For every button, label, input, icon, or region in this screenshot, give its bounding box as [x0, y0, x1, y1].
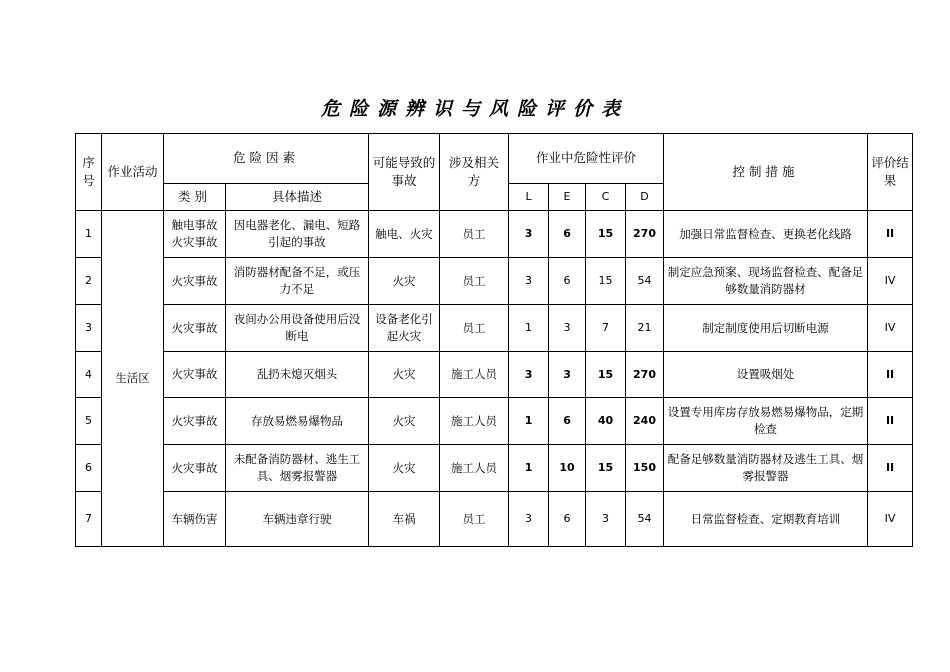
cell-seq: 1 — [76, 211, 102, 258]
cell-c: 3 — [586, 492, 626, 547]
header-hazard: 危险因素 — [164, 134, 369, 184]
cell-c: 7 — [586, 305, 626, 352]
cell-control: 制定制度使用后切断电源 — [664, 305, 868, 352]
header-result: 评价结果 — [868, 134, 913, 211]
cell-seq: 2 — [76, 258, 102, 305]
cell-description: 未配备消防器材、逃生工具、烟雾报警器 — [226, 445, 369, 492]
cell-accident: 火灾 — [369, 398, 440, 445]
cell-control: 日常监督检查、定期教育培训 — [664, 492, 868, 547]
cell-category: 火灾事故 — [164, 258, 226, 305]
cell-d: 270 — [626, 211, 664, 258]
cell-seq: 4 — [76, 352, 102, 398]
cell-e: 10 — [549, 445, 586, 492]
header-e: E — [549, 184, 586, 211]
cell-party: 施工人员 — [440, 352, 509, 398]
cell-description: 车辆违章行驶 — [226, 492, 369, 547]
header-description: 具体描述 — [226, 184, 369, 211]
header-accident: 可能导致的事故 — [369, 134, 440, 211]
cell-control: 制定应急预案、现场监督检查、配备足够数量消防器材 — [664, 258, 868, 305]
cell-l: 1 — [509, 445, 549, 492]
cell-control: 配备足够数量消防器材及逃生工具、烟雾报警器 — [664, 445, 868, 492]
header-category: 类别 — [164, 184, 226, 211]
table-row — [76, 445, 913, 492]
cell-result: IV — [868, 305, 913, 352]
cell-accident: 触电、火灾 — [369, 211, 440, 258]
cell-party: 员工 — [440, 492, 509, 547]
cell-party: 员工 — [440, 211, 509, 258]
cell-seq: 6 — [76, 445, 102, 492]
cell-d: 54 — [626, 492, 664, 547]
cell-seq: 5 — [76, 398, 102, 445]
header-seq: 序号 — [76, 134, 102, 211]
cell-d: 54 — [626, 258, 664, 305]
cell-party: 员工 — [440, 258, 509, 305]
cell-category: 火灾事故 — [164, 352, 226, 398]
cell-category: 火灾事故 — [164, 398, 226, 445]
cell-l: 3 — [509, 258, 549, 305]
cell-description: 因电器老化、漏电、短路引起的事故 — [226, 211, 369, 258]
cell-e: 6 — [549, 492, 586, 547]
cell-result: IV — [868, 258, 913, 305]
cell-seq: 7 — [76, 492, 102, 547]
cell-accident: 设备老化引起火灾 — [369, 305, 440, 352]
header-c: C — [586, 184, 626, 211]
cell-l: 1 — [509, 398, 549, 445]
cell-l: 1 — [509, 305, 549, 352]
cell-seq: 3 — [76, 305, 102, 352]
cell-description: 夜间办公用设备使用后没断电 — [226, 305, 369, 352]
cell-e: 6 — [549, 258, 586, 305]
table-row — [76, 398, 913, 445]
cell-control: 设置吸烟处 — [664, 352, 868, 398]
cell-result: II — [868, 398, 913, 445]
cell-c: 15 — [586, 352, 626, 398]
cell-category: 火灾事故 — [164, 305, 226, 352]
cell-party: 员工 — [440, 305, 509, 352]
table-row — [76, 258, 913, 305]
cell-control: 加强日常监督检查、更换老化线路 — [664, 211, 868, 258]
cell-d: 21 — [626, 305, 664, 352]
cell-l: 3 — [509, 492, 549, 547]
cell-category: 火灾事故 — [164, 445, 226, 492]
cell-result: II — [868, 445, 913, 492]
table-row — [76, 492, 913, 547]
header-party: 涉及相关方 — [440, 134, 509, 211]
header-control: 控制措施 — [664, 134, 868, 211]
cell-l: 3 — [509, 211, 549, 258]
header-evaluation: 作业中危险性评价 — [509, 134, 664, 184]
cell-activity: 生活区 — [102, 211, 164, 547]
page-title: 危险源辨识与风险评价表 — [320, 98, 629, 120]
cell-description: 乱扔未熄灭烟头 — [226, 352, 369, 398]
table-row — [76, 211, 913, 258]
header-l: L — [509, 184, 549, 211]
cell-d: 240 — [626, 398, 664, 445]
cell-accident: 火灾 — [369, 445, 440, 492]
cell-result: II — [868, 352, 913, 398]
cell-l: 3 — [509, 352, 549, 398]
table-row — [76, 305, 913, 352]
cell-c: 15 — [586, 258, 626, 305]
cell-accident: 火灾 — [369, 352, 440, 398]
cell-result: IV — [868, 492, 913, 547]
cell-description: 存放易燃易爆物品 — [226, 398, 369, 445]
cell-e: 6 — [549, 211, 586, 258]
cell-description: 消防器材配备不足，或压力不足 — [226, 258, 369, 305]
cell-category: 车辆伤害 — [164, 492, 226, 547]
cell-d: 270 — [626, 352, 664, 398]
header-activity: 作业活动 — [102, 134, 164, 211]
cell-result: II — [868, 211, 913, 258]
cell-d: 150 — [626, 445, 664, 492]
cell-c: 40 — [586, 398, 626, 445]
cell-e: 3 — [549, 352, 586, 398]
cell-e: 3 — [549, 305, 586, 352]
header-d: D — [626, 184, 664, 211]
cell-accident: 车祸 — [369, 492, 440, 547]
cell-control: 设置专用库房存放易燃易爆物品，定期检查 — [664, 398, 868, 445]
cell-c: 15 — [586, 445, 626, 492]
cell-e: 6 — [549, 398, 586, 445]
table-row — [76, 352, 913, 398]
cell-party: 施工人员 — [440, 445, 509, 492]
cell-c: 15 — [586, 211, 626, 258]
cell-category: 触电事故火灾事故 — [164, 211, 226, 258]
risk-evaluation-table — [75, 133, 913, 547]
cell-accident: 火灾 — [369, 258, 440, 305]
cell-party: 施工人员 — [440, 398, 509, 445]
